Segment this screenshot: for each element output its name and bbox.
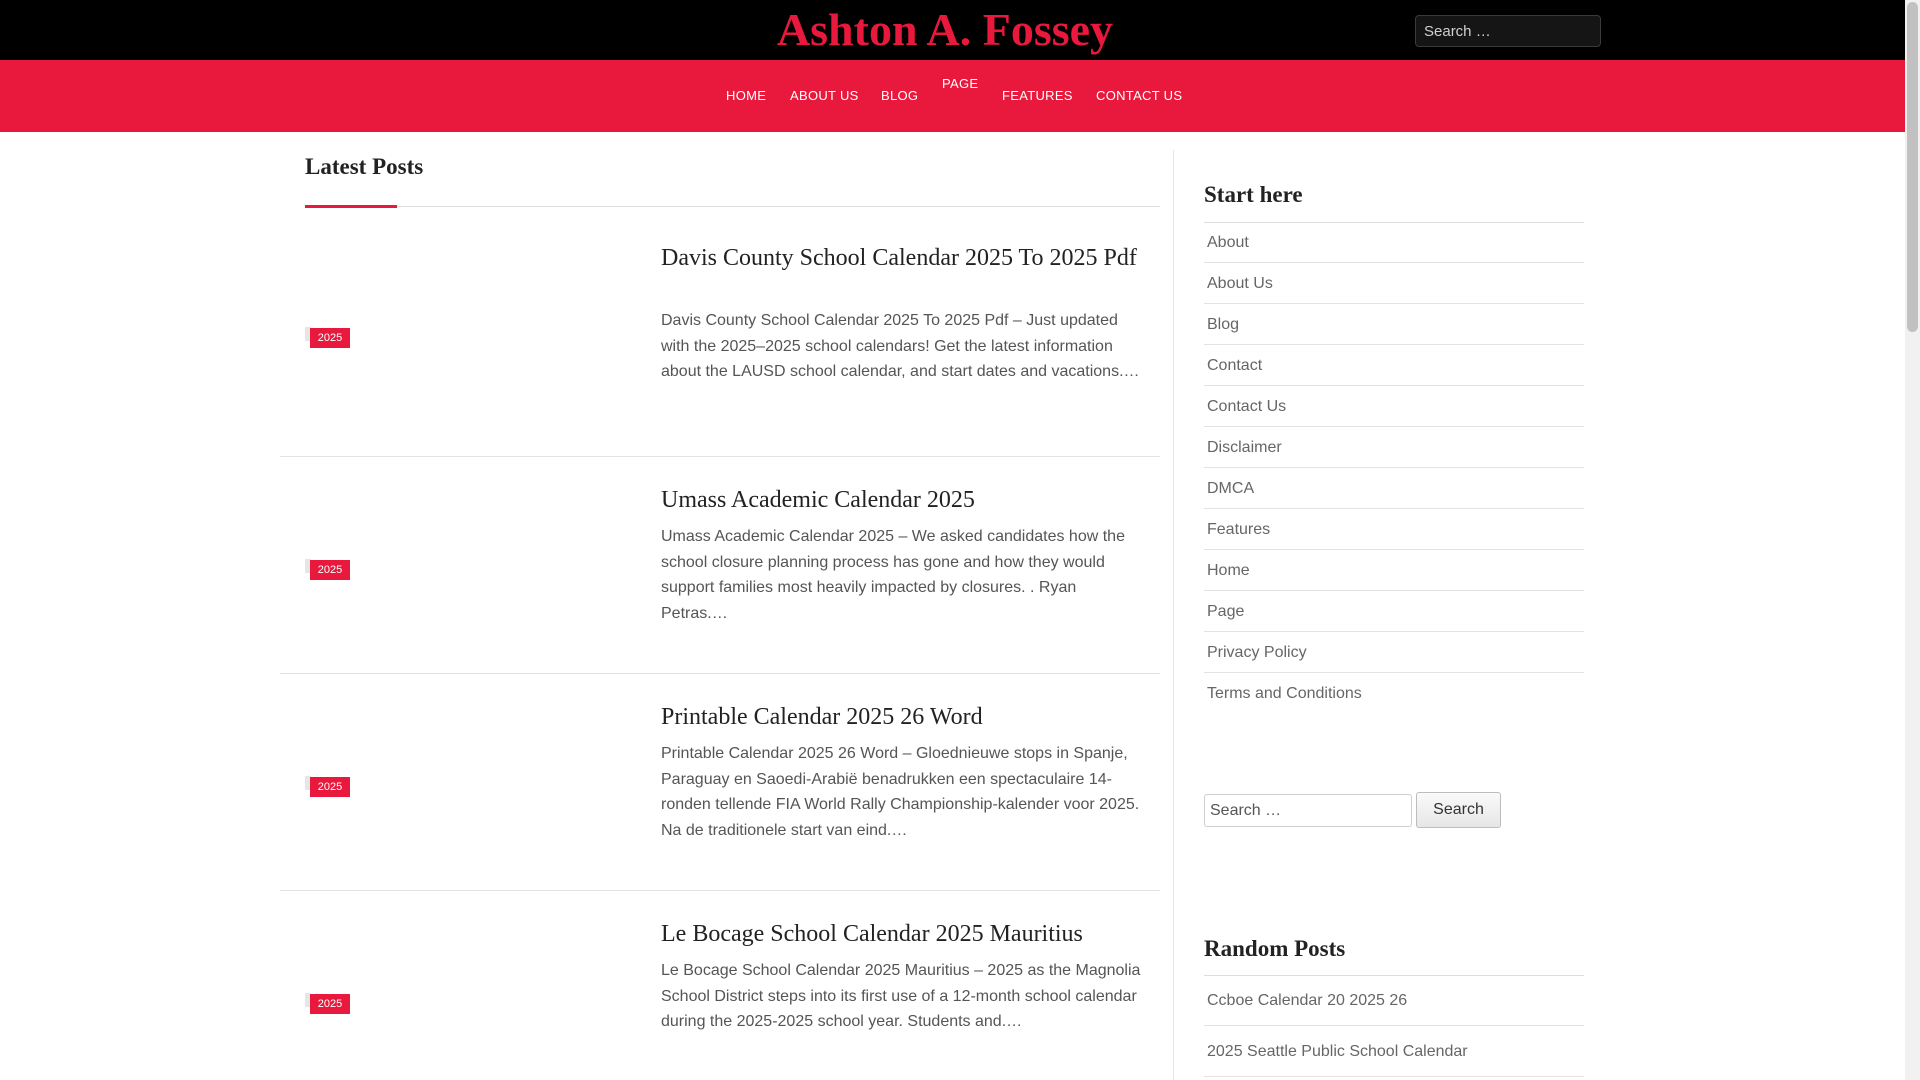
post-divider	[280, 890, 1160, 891]
sidebar-link-dmca[interactable]: DMCA	[1204, 468, 1584, 509]
header-search-input[interactable]	[1415, 15, 1601, 47]
start-here-list	[1204, 222, 1584, 714]
sidebar-link-page[interactable]: Page	[1204, 591, 1584, 632]
sidebar-link-home[interactable]: Home	[1204, 550, 1584, 591]
post-title[interactable]: Umass Academic Calendar 2025	[661, 487, 975, 513]
category-badge[interactable]: 2025	[310, 560, 350, 580]
nav-item-features[interactable]: FEATURES	[1002, 88, 1073, 103]
post-title[interactable]: Printable Calendar 2025 26 Word	[661, 704, 983, 730]
widget-title-start-here: Start here	[1204, 182, 1303, 207]
nav-item-about-us[interactable]: ABOUT US	[790, 88, 859, 103]
column-divider	[1173, 150, 1174, 1080]
site-title[interactable]: Ashton A. Fossey	[776, 4, 1114, 55]
nav-item-blog[interactable]: BLOG	[881, 88, 919, 103]
post-title[interactable]: Davis County School Calendar 2025 To 2025 Pdf	[661, 245, 1137, 271]
widget-title-random-posts: Random Posts	[1204, 936, 1346, 961]
sidebar-link-features[interactable]: Features	[1204, 509, 1584, 550]
random-post-link[interactable]: 2025 Seattle Public School Calendar	[1204, 1026, 1584, 1077]
sidebar-link-blog[interactable]: Blog	[1204, 304, 1584, 345]
sidebar-search-input[interactable]	[1204, 794, 1412, 827]
random-post-link[interactable]: Ccboe Calendar 20 2025 26	[1204, 975, 1584, 1026]
post-excerpt: Printable Calendar 2025 26 Word – Gloednieuwe stops in Spanje, Paraguay en Saoedi-Arabië benadrukken een spectaculaire 14-ronden tellende FIA World Rally Championship-kalender voor 2025. Na de traditionele start van eind.…	[661, 745, 1140, 839]
sidebar	[1204, 150, 1584, 1080]
random-posts-list	[1204, 975, 1584, 1077]
category-badge[interactable]: 2025	[310, 328, 350, 348]
main-navigation	[0, 60, 1905, 132]
post-excerpt: Le Bocage School Calendar 2025 Mauritius – 2025 as the Magnolia School District steps into its first use of a 12-month school calendar during the 2025-2025 school year. Students and.…	[661, 962, 1141, 1030]
category-badge[interactable]: 2025	[310, 777, 350, 797]
post-title[interactable]: Le Bocage School Calendar 2025 Mauritius	[661, 921, 1083, 947]
nav-item-page[interactable]: PAGE	[942, 76, 979, 91]
post-excerpt: Davis County School Calendar 2025 To 2025 Pdf – Just updated with the 2025–2025 school calendars! Get the latest information about the LAUSD school calendar, and start dates and vacations.…	[661, 312, 1140, 380]
post-divider	[280, 456, 1160, 457]
section-divider	[305, 206, 1160, 207]
category-badge[interactable]: 2025	[310, 994, 350, 1014]
main-content	[280, 150, 1160, 1080]
sidebar-link-privacy-policy[interactable]: Privacy Policy	[1204, 632, 1584, 673]
sidebar-link-terms[interactable]: Terms and Conditions	[1207, 685, 1362, 702]
sidebar-link-about[interactable]: About	[1204, 222, 1584, 263]
sidebar-link-about-us[interactable]: About Us	[1204, 263, 1584, 304]
nav-item-contact-us[interactable]: CONTACT US	[1096, 88, 1183, 103]
sidebar-link-contact-us[interactable]: Contact Us	[1204, 386, 1584, 427]
section-title: Latest Posts	[305, 154, 424, 179]
post-excerpt: Umass Academic Calendar 2025 – We asked candidates how the school closure planning process has gone and how they would support families most heavily impacted by closures. . Ryan Petras.…	[661, 528, 1125, 622]
sidebar-link-contact[interactable]: Contact	[1204, 345, 1584, 386]
sidebar-search-button[interactable]: Search	[1416, 792, 1501, 828]
top-header	[0, 0, 1905, 60]
post-divider	[280, 673, 1160, 674]
nav-item-home[interactable]: HOME	[726, 88, 767, 103]
section-accent-bar	[305, 205, 397, 208]
sidebar-link-disclaimer[interactable]: Disclaimer	[1204, 427, 1584, 468]
scrollbar-thumb[interactable]	[1907, 2, 1918, 332]
